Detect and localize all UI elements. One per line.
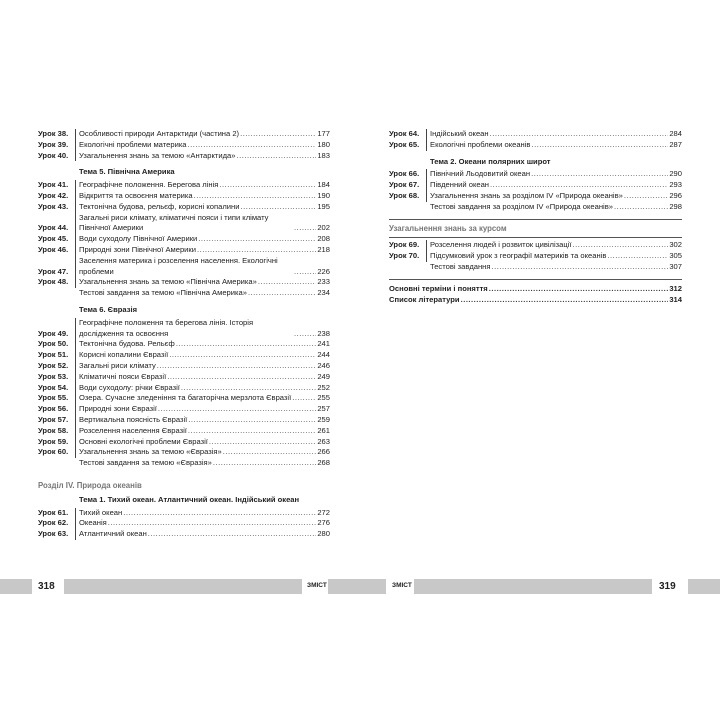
dot-leader xyxy=(489,284,669,295)
lesson-title: Тестові завдання xyxy=(430,261,491,271)
lesson-title: Особливості природи Антарктиди (частина 2) xyxy=(75,129,239,140)
toc-entry xyxy=(38,404,330,415)
toc-entry xyxy=(38,256,330,278)
toc-entry xyxy=(38,447,330,458)
page-ref: 246 xyxy=(317,360,330,370)
dot-leader xyxy=(624,191,668,202)
lesson-title: Вертикальна поясність Євразії xyxy=(75,415,187,426)
toc-right-column xyxy=(389,129,682,305)
lesson-number: Урок 66. xyxy=(389,169,420,179)
divider xyxy=(389,237,682,238)
lesson-number: Урок 51. xyxy=(38,350,69,360)
lesson-title: Географічне положення. Берегова лінія xyxy=(75,180,218,191)
dot-leader xyxy=(198,234,316,245)
lesson-number: Урок 61. xyxy=(38,507,69,517)
toc-entry xyxy=(38,458,330,469)
lesson-title: Кліматичні пояси Євразії xyxy=(75,372,166,383)
dot-leader xyxy=(223,447,317,458)
toc-entry xyxy=(38,234,330,245)
back-matter-title: Основні терміни і поняття xyxy=(389,283,488,293)
lesson-number: Урок 50. xyxy=(38,339,69,349)
dot-leader xyxy=(490,180,668,191)
dot-leader xyxy=(573,240,669,251)
dot-leader xyxy=(148,529,317,540)
page-ref: 284 xyxy=(669,129,682,138)
dot-leader xyxy=(607,251,668,262)
toc-entry xyxy=(38,518,330,529)
lesson-number: Урок 55. xyxy=(38,393,69,403)
footer-bar-left-inner xyxy=(64,579,302,594)
toc-entry xyxy=(38,180,330,191)
page-ref: 233 xyxy=(317,277,330,287)
lesson-title: Узагальнення знань за темою «Євразія» xyxy=(75,447,222,458)
lesson-title: Атлантичний океан xyxy=(75,529,147,540)
page-ref: 296 xyxy=(669,190,682,200)
toc-entry xyxy=(38,288,330,299)
lesson-number: Урок 54. xyxy=(38,382,69,392)
lesson-number: Урок 65. xyxy=(389,139,420,149)
lesson-number: Урок 48. xyxy=(38,277,69,287)
toc-list xyxy=(38,318,330,469)
page-ref: 255 xyxy=(317,393,330,403)
page-ref: 293 xyxy=(669,180,682,190)
page-number-right: 319 xyxy=(659,581,676,592)
toc-entry xyxy=(38,318,330,340)
toc-entry xyxy=(38,426,330,437)
page-ref: 195 xyxy=(317,201,330,211)
toc-list xyxy=(38,508,330,540)
lesson-number: Урок 38. xyxy=(38,129,69,138)
lesson-title: Підсумковий урок з географії материків та океанів xyxy=(426,251,606,262)
toc-entry xyxy=(38,529,330,540)
toc-entry xyxy=(389,180,682,191)
lesson-title: Узагальнення знань за розділом IV «Природа океанів» xyxy=(426,191,623,202)
page-ref: 312 xyxy=(669,283,682,293)
lesson-title: Основні екологічні проблеми Євразії xyxy=(75,437,208,448)
toc-entry xyxy=(389,129,682,140)
back-matter-title: Список літератури xyxy=(389,294,460,304)
dot-leader xyxy=(531,140,668,151)
page-ref: 259 xyxy=(317,414,330,424)
dot-leader xyxy=(188,415,316,426)
theme-heading: Тема 1. Тихий океан. Атлантичний океан. Індійський океан xyxy=(79,494,300,504)
lesson-number: Урок 56. xyxy=(38,404,69,414)
lesson-title: Розселення людей і розвиток цивілізації xyxy=(426,240,572,251)
lesson-number: Урок 60. xyxy=(38,447,69,457)
page-ref: 261 xyxy=(317,425,330,435)
page-ref: 241 xyxy=(317,339,330,349)
dot-leader xyxy=(461,295,669,306)
lesson-number: Урок 47. xyxy=(38,266,69,276)
lesson-number: Урок 49. xyxy=(38,328,69,338)
toc-entry xyxy=(389,191,682,202)
toc-list xyxy=(38,180,330,299)
toc-entry xyxy=(38,415,330,426)
lesson-title: Природні зони Євразії xyxy=(75,404,157,415)
lesson-number: Урок 58. xyxy=(38,425,69,435)
toc-entry xyxy=(389,140,682,151)
section-heading: Узагальнення знань за курсом xyxy=(389,223,507,233)
lesson-title: Озера. Сучасне зледеніння та багаторічна мерзлота Євразії xyxy=(75,393,291,404)
dot-leader xyxy=(292,393,316,404)
lesson-title: Води суходолу: річки Євразії xyxy=(75,383,180,394)
dot-leader xyxy=(531,169,668,180)
running-head-left: ЗМІСТ xyxy=(307,582,327,589)
lesson-title: Індійський океан xyxy=(426,129,489,140)
toc-entry xyxy=(38,437,330,448)
dot-leader xyxy=(219,180,316,191)
page-ref: 238 xyxy=(317,328,330,338)
page-ref: 276 xyxy=(317,518,330,528)
lesson-number: Урок 70. xyxy=(389,251,420,261)
lesson-number: Урок 43. xyxy=(38,201,69,211)
toc-entry xyxy=(38,383,330,394)
toc-entry xyxy=(389,262,682,273)
page-ref: 234 xyxy=(317,288,330,298)
page-ref: 190 xyxy=(317,190,330,200)
lesson-number: Урок 59. xyxy=(38,436,69,446)
page-ref: 305 xyxy=(669,251,682,261)
page-ref: 280 xyxy=(317,529,330,539)
dot-leader xyxy=(614,202,668,213)
page-ref: 257 xyxy=(317,404,330,414)
lesson-number: Урок 41. xyxy=(38,180,69,190)
dot-leader xyxy=(108,518,317,529)
lesson-title: Загальні риси клімату xyxy=(75,361,156,372)
page-ref: 226 xyxy=(317,266,330,276)
dot-leader xyxy=(492,262,669,273)
toc-entry xyxy=(38,245,330,256)
footer-bar-center xyxy=(328,579,386,594)
page-ref: 249 xyxy=(317,371,330,381)
toc-entry xyxy=(38,129,330,140)
lesson-title: Узагальнення знань за темою «Північна Америка» xyxy=(75,277,257,288)
lesson-number: Урок 53. xyxy=(38,371,69,381)
page-ref: 263 xyxy=(317,436,330,446)
lesson-number: Урок 67. xyxy=(389,180,420,190)
page-number-left: 318 xyxy=(38,581,55,592)
lesson-title: Екологічні проблеми океанів xyxy=(426,140,530,151)
page-ref: 268 xyxy=(317,458,330,468)
page-ref: 298 xyxy=(669,201,682,211)
page-ref: 177 xyxy=(317,129,330,138)
page-ref: 307 xyxy=(669,261,682,271)
toc-entry xyxy=(389,251,682,262)
toc-entry xyxy=(38,372,330,383)
lesson-title: Південний океан xyxy=(426,180,489,191)
lesson-title: Тектонічна будова, рельєф, корисні копалини xyxy=(75,202,239,213)
lesson-number: Урок 63. xyxy=(38,529,69,539)
dot-leader xyxy=(157,361,317,372)
section-heading: Розділ IV. Природа океанів xyxy=(38,480,142,490)
lesson-title: Тестові завдання за темою «Північна Америка» xyxy=(79,288,247,298)
toc-entry xyxy=(38,350,330,361)
divider xyxy=(389,219,682,220)
dot-leader xyxy=(490,129,669,140)
lesson-number: Урок 69. xyxy=(389,240,420,250)
lesson-title: Заселення материка і розселення населення. Екологічні проблеми xyxy=(75,256,293,278)
lesson-number: Урок 39. xyxy=(38,139,69,149)
back-matter-entry xyxy=(389,295,682,306)
theme-heading: Тема 6. Євразія xyxy=(79,304,138,314)
page-ref: 287 xyxy=(669,139,682,149)
dot-leader xyxy=(294,329,316,340)
toc-list xyxy=(389,169,682,212)
dot-leader xyxy=(194,191,317,202)
toc-entry xyxy=(38,213,330,235)
lesson-title: Океанія xyxy=(75,518,107,529)
toc-entry xyxy=(38,191,330,202)
page-ref: 266 xyxy=(317,447,330,457)
lesson-title: Тихий океан xyxy=(75,508,122,519)
theme-heading: Тема 2. Океани полярних широт xyxy=(430,156,551,166)
page-ref: 314 xyxy=(669,294,682,304)
dot-leader xyxy=(258,277,316,288)
dot-leader xyxy=(158,404,316,415)
back-matter-list xyxy=(389,284,682,306)
lesson-title: Тестові завдання за темою «Євразія» xyxy=(79,458,212,468)
dot-leader xyxy=(294,267,316,278)
lesson-title: Північний Льодовитий океан xyxy=(426,169,530,180)
dot-leader xyxy=(181,383,316,394)
toc-entry xyxy=(389,202,682,213)
lesson-title: Екологічні проблеми материка xyxy=(75,140,187,151)
lesson-title: Загальні риси клімату, кліматичні пояси і типи клімату Північної Америки xyxy=(75,213,293,235)
theme-heading: Тема 5. Північна Америка xyxy=(79,167,175,177)
page-ref: 244 xyxy=(317,350,330,360)
toc-list xyxy=(389,129,682,151)
page-ref: 180 xyxy=(317,139,330,149)
dot-leader xyxy=(240,202,316,213)
dot-leader xyxy=(123,508,316,519)
lesson-title: Узагальнення знань за темою «Антарктида» xyxy=(75,151,236,162)
lesson-number: Урок 42. xyxy=(38,190,69,200)
dot-leader xyxy=(197,245,316,256)
toc-entry xyxy=(38,361,330,372)
dot-leader xyxy=(213,458,316,469)
lesson-number: Урок 44. xyxy=(38,223,69,233)
page-ref: 184 xyxy=(317,180,330,190)
lesson-number: Урок 68. xyxy=(389,190,420,200)
page-ref: 290 xyxy=(669,169,682,179)
divider xyxy=(389,279,682,280)
lesson-number: Урок 45. xyxy=(38,234,69,244)
toc-entry xyxy=(38,140,330,151)
page-ref: 272 xyxy=(317,507,330,517)
dot-leader xyxy=(294,223,316,234)
lesson-title: Географічне положення та берегова лінія. Історія дослідження та освоєння xyxy=(75,318,293,340)
lesson-title: Тестові завдання за розділом IV «Природа океанів» xyxy=(430,201,613,211)
lesson-number: Урок 62. xyxy=(38,518,69,528)
toc-entry xyxy=(38,277,330,288)
footer-bar-right-inner xyxy=(414,579,652,594)
lesson-title: Відкриття та освоєння материка xyxy=(75,191,193,202)
toc-list xyxy=(38,129,330,161)
lesson-title: Природні зони Північної Америки xyxy=(75,245,196,256)
lesson-number: Урок 52. xyxy=(38,360,69,370)
lesson-number: Урок 40. xyxy=(38,150,69,160)
dot-leader xyxy=(167,372,316,383)
toc-list xyxy=(389,240,682,272)
running-head-right: ЗМІСТ xyxy=(392,582,412,589)
dot-leader xyxy=(237,151,317,162)
page-ref: 252 xyxy=(317,382,330,392)
page-ref: 208 xyxy=(317,234,330,244)
footer-bar-left xyxy=(0,579,32,594)
lesson-number: Урок 57. xyxy=(38,414,69,424)
page-ref: 218 xyxy=(317,244,330,254)
lesson-title: Води суходолу Північної Америки xyxy=(75,234,197,245)
lesson-title: Корисні копалини Євразії xyxy=(75,350,168,361)
toc-entry xyxy=(38,202,330,213)
page-ref: 183 xyxy=(317,150,330,160)
dot-leader xyxy=(240,129,316,140)
lesson-number: Урок 64. xyxy=(389,129,420,138)
dot-leader xyxy=(176,339,317,350)
lesson-title: Тектонічна будова. Рельєф xyxy=(75,339,175,350)
toc-entry xyxy=(389,240,682,251)
dot-leader xyxy=(248,288,316,299)
toc-entry xyxy=(38,151,330,162)
toc-entry xyxy=(38,508,330,519)
lesson-number: Урок 46. xyxy=(38,244,69,254)
lesson-title: Розселення населення Євразії xyxy=(75,426,187,437)
footer-bar-right xyxy=(688,579,720,594)
dot-leader xyxy=(188,140,317,151)
toc-entry xyxy=(38,393,330,404)
page-ref: 202 xyxy=(317,223,330,233)
dot-leader xyxy=(209,437,316,448)
toc-entry xyxy=(389,169,682,180)
toc-entry xyxy=(38,339,330,350)
back-matter-entry xyxy=(389,284,682,295)
page-ref: 302 xyxy=(669,240,682,250)
dot-leader xyxy=(169,350,316,361)
dot-leader xyxy=(188,426,316,437)
toc-left-column xyxy=(38,129,330,540)
